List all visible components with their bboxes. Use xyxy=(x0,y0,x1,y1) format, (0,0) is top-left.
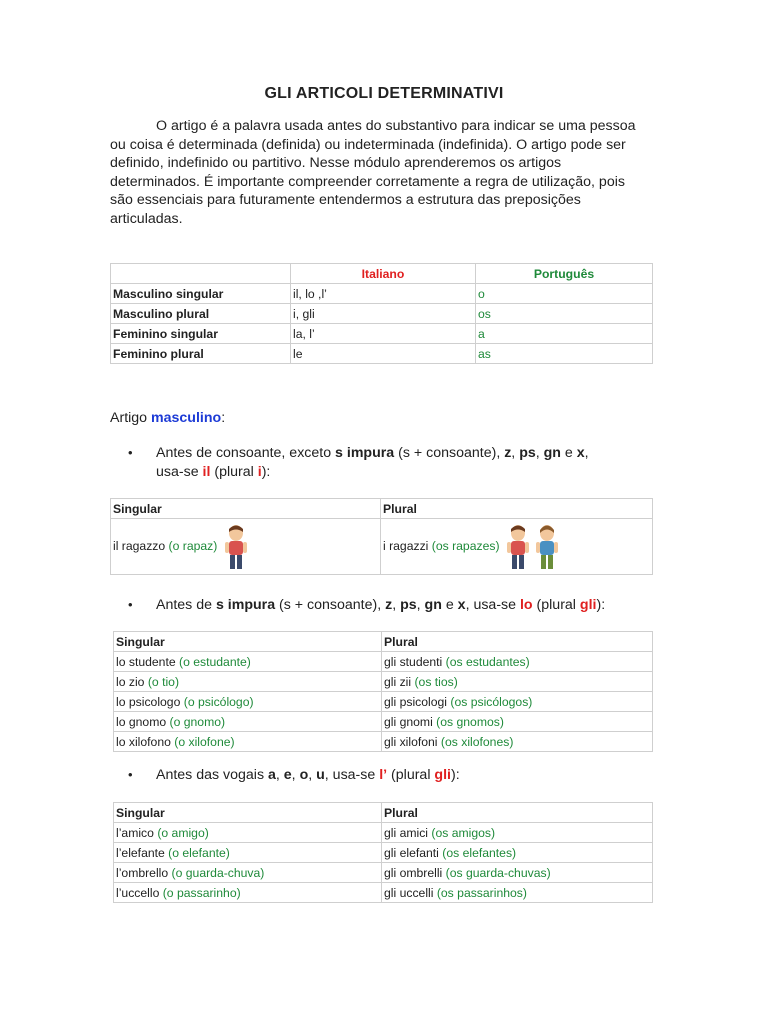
plural-cell xyxy=(382,863,653,883)
article-i: i xyxy=(257,463,262,480)
summary-header-row xyxy=(111,264,653,284)
singular-cell xyxy=(114,692,382,712)
table-header-row xyxy=(111,499,653,519)
portuguese-word: (o psicólogo) xyxy=(183,694,254,709)
summary-table xyxy=(110,263,653,364)
summary-header-portugues: Português xyxy=(476,264,653,284)
summary-italian: le xyxy=(291,344,476,364)
text: e xyxy=(441,597,458,613)
text: , xyxy=(535,445,544,461)
portuguese-word: (o gnomo) xyxy=(169,714,226,729)
portuguese-word: (os guarda-chuvas) xyxy=(445,865,551,880)
section-keyword: masculino xyxy=(151,410,222,426)
bold-term: e xyxy=(283,767,292,783)
plural-cell xyxy=(382,672,653,692)
italian-word: l’ombrello xyxy=(116,865,172,880)
boys-icon xyxy=(503,522,563,572)
italian-word: gli xilofoni xyxy=(384,734,441,749)
text: , xyxy=(584,445,589,461)
italian-word: gli zii xyxy=(384,674,415,689)
text: usa-se xyxy=(156,463,203,480)
article-lo: lo xyxy=(519,597,533,613)
summary-portuguese: as xyxy=(476,344,653,364)
table-row xyxy=(114,863,653,883)
summary-header-italiano: Italiano xyxy=(291,264,476,284)
text: (s + consoante), xyxy=(394,445,505,461)
text: , xyxy=(308,767,317,783)
italian-word: gli gnomi xyxy=(384,714,437,729)
table-header-row xyxy=(114,632,653,652)
table-row xyxy=(114,692,653,712)
table-lo xyxy=(113,631,653,752)
italian-word: lo psicologo xyxy=(116,694,184,709)
italian-word: l’elefante xyxy=(116,845,169,860)
italian-word: gli psicologi xyxy=(384,694,451,709)
bold-term: s impura xyxy=(335,445,395,461)
table-row xyxy=(111,304,653,324)
bold-term: ps xyxy=(519,445,536,461)
boy-icon xyxy=(221,522,251,572)
bold-term: u xyxy=(316,767,325,783)
summary-portuguese: o xyxy=(476,284,653,304)
bold-term: ps xyxy=(400,597,417,613)
italian-word: lo zio xyxy=(116,674,148,689)
portuguese-word: (o tio) xyxy=(147,674,179,689)
rule-lo xyxy=(130,596,650,615)
text: (plural xyxy=(387,767,435,783)
table-row xyxy=(111,344,653,364)
summary-label: Feminino singular xyxy=(111,324,291,344)
bold-term: z xyxy=(385,597,393,613)
text: , xyxy=(511,445,520,461)
table-row xyxy=(114,843,653,863)
summary-header-empty xyxy=(111,264,291,284)
summary-italian: i, gli xyxy=(291,304,476,324)
article-l: l’ xyxy=(379,767,388,783)
section-label: Artigo xyxy=(110,410,152,426)
summary-label: Masculino plural xyxy=(111,304,291,324)
header-plural: Plural xyxy=(381,499,653,519)
table-il xyxy=(110,498,653,575)
rule-il-text xyxy=(156,444,650,481)
portuguese-word: (o estudante) xyxy=(179,654,251,669)
portuguese-word: (o guarda-chuva) xyxy=(171,865,265,880)
text: Antes das vogais xyxy=(156,767,268,783)
portuguese-word: (os rapazes) xyxy=(431,538,500,553)
intro-paragraph xyxy=(110,117,650,228)
bold-term: gn xyxy=(543,445,561,461)
table-row xyxy=(111,324,653,344)
text: e xyxy=(560,445,577,461)
summary-label: Masculino singular xyxy=(111,284,291,304)
summary-portuguese: os xyxy=(476,304,653,324)
table-row xyxy=(114,883,653,903)
article-gli: gli xyxy=(579,597,597,613)
portuguese-word: (os gnomos) xyxy=(436,714,504,729)
table-row xyxy=(111,519,653,575)
plural-cell xyxy=(382,732,653,752)
italian-word: gli amici xyxy=(384,825,432,840)
text: , xyxy=(275,767,284,783)
header-plural: Plural xyxy=(382,632,653,652)
table-l xyxy=(113,802,653,903)
italian-word: l’amico xyxy=(116,825,158,840)
bold-term: s impura xyxy=(215,597,276,613)
intro-text: O artigo é a palavra usada antes do substantivo para indicar se uma pessoa ou coisa é determinada (definida) ou indeterminada (indefinida). O artigo pode ser definido, indefinido ou partitivo. Nesse módulo aprenderemos os artigos determinados. É importante compreender corretamente a regra de utilização, pois são essenciais para futuramente entendermos a estrutura das preposições articuladas. xyxy=(110,118,636,227)
singular-cell xyxy=(114,712,382,732)
summary-portuguese: a xyxy=(476,324,653,344)
singular-cell xyxy=(111,519,381,575)
singular-cell xyxy=(114,672,382,692)
italian-word: il ragazzo xyxy=(113,538,169,553)
table-row xyxy=(114,732,653,752)
rule-l-text xyxy=(156,766,650,785)
italian-word: lo xilofono xyxy=(116,734,175,749)
page-title: GLI ARTICOLI DETERMINATIVI xyxy=(264,85,504,102)
singular-cell xyxy=(114,843,382,863)
text: , usa-se xyxy=(465,597,520,613)
summary-italian: il, lo ,l’ xyxy=(291,284,476,304)
portuguese-word: (o elefante) xyxy=(168,845,230,860)
portuguese-word: (os psicólogos) xyxy=(450,694,533,709)
text: (plural xyxy=(532,597,580,613)
summary-label: Feminino plural xyxy=(111,344,291,364)
plural-cell xyxy=(382,712,653,732)
portuguese-word: (os tios) xyxy=(414,674,458,689)
singular-cell xyxy=(114,823,382,843)
portuguese-word: (os elefantes) xyxy=(442,845,517,860)
text: , usa-se xyxy=(324,767,380,783)
text: , xyxy=(392,597,401,613)
singular-cell xyxy=(114,883,382,903)
table-row xyxy=(114,672,653,692)
italian-word: gli ombrelli xyxy=(384,865,446,880)
italian-word: l’uccello xyxy=(116,885,163,900)
italian-word: i ragazzi xyxy=(383,538,432,553)
table-row xyxy=(114,652,653,672)
bold-term: o xyxy=(299,767,309,783)
table-header-row xyxy=(114,803,653,823)
text: (s + consoante), xyxy=(275,597,386,613)
text: , xyxy=(291,767,300,783)
header-plural: Plural xyxy=(382,803,653,823)
portuguese-word: (o rapaz) xyxy=(168,538,218,553)
plural-cell xyxy=(382,843,653,863)
bold-term: x xyxy=(576,445,585,461)
bold-term: z xyxy=(504,445,512,461)
italian-word: gli elefanti xyxy=(384,845,443,860)
summary-italian: la, l’ xyxy=(291,324,476,344)
text: ): xyxy=(596,597,606,613)
plural-cell xyxy=(381,519,653,575)
article-il: il xyxy=(202,463,211,480)
plural-cell xyxy=(382,652,653,672)
table-row xyxy=(111,284,653,304)
portuguese-word: (os estudantes) xyxy=(445,654,530,669)
italian-word: lo gnomo xyxy=(116,714,170,729)
table-row xyxy=(114,823,653,843)
portuguese-word: (o xilofone) xyxy=(174,734,235,749)
text: ): xyxy=(261,463,271,480)
bold-term: x xyxy=(457,597,466,613)
rule-il xyxy=(130,444,650,481)
article-gli: gli xyxy=(434,767,451,783)
text: Antes de consoante, exceto xyxy=(156,445,336,461)
portuguese-word: (os xilofones) xyxy=(440,734,514,749)
italian-word: gli studenti xyxy=(384,654,446,669)
rule-l xyxy=(130,766,650,785)
bold-term: gn xyxy=(424,597,442,613)
section-colon: : xyxy=(221,410,226,426)
italian-word: gli uccelli xyxy=(384,885,437,900)
portuguese-word: (os passarinhos) xyxy=(436,885,527,900)
bold-term: a xyxy=(268,767,276,783)
singular-cell xyxy=(114,652,382,672)
plural-cell xyxy=(382,883,653,903)
text: (plural xyxy=(210,463,258,480)
portuguese-word: (o passarinho) xyxy=(162,885,241,900)
singular-cell xyxy=(114,863,382,883)
italian-word: lo studente xyxy=(116,654,180,669)
text: ): xyxy=(450,767,460,783)
plural-cell xyxy=(382,692,653,712)
section-heading xyxy=(110,410,225,426)
header-singular: Singular xyxy=(111,499,381,519)
portuguese-word: (o amigo) xyxy=(157,825,209,840)
plural-cell xyxy=(382,823,653,843)
text: Antes de xyxy=(156,597,216,613)
rule-lo-text xyxy=(156,596,650,615)
header-singular: Singular xyxy=(114,803,382,823)
portuguese-word: (os amigos) xyxy=(431,825,496,840)
singular-cell xyxy=(114,732,382,752)
text: , xyxy=(416,597,425,613)
header-singular: Singular xyxy=(114,632,382,652)
table-row xyxy=(114,712,653,732)
